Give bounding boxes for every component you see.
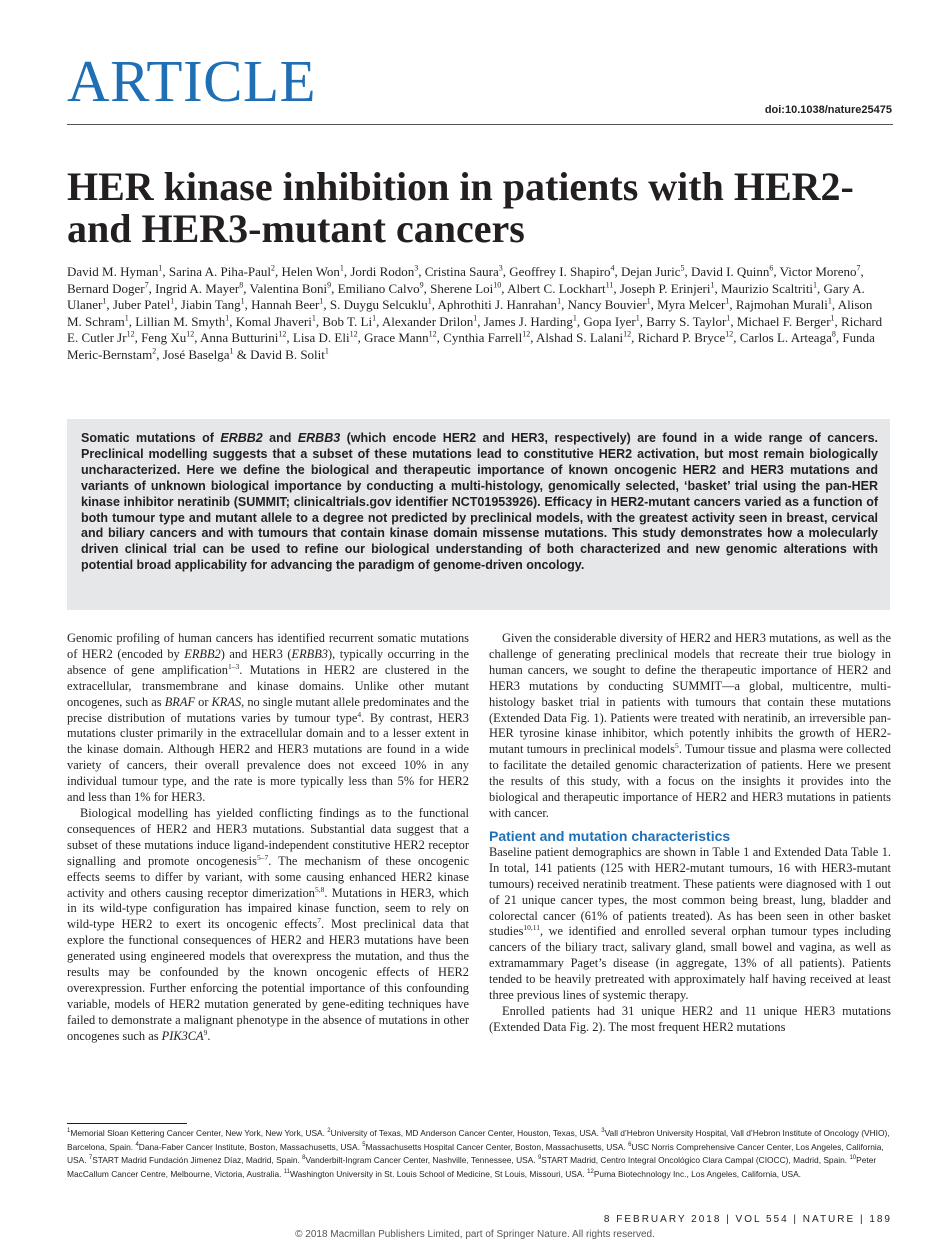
citation-ref: 4 [357,709,362,719]
author-name: Sherene Loi [430,280,494,296]
body-paragraph [67,806,469,1045]
author-affiliation: 4 [610,263,615,273]
abstract-run: ERBB3 [297,431,341,445]
citation-ref: 1 [67,1128,71,1135]
author-affiliation: 1 [339,263,344,273]
author-name: Albert C. Lockhart [507,280,606,296]
author-affiliation: 12 [186,330,195,340]
author-name: Richard E. Cutler Jr [67,313,883,346]
author-affiliation: 1 [646,296,651,306]
author-name: S. Duygu Selcuklu [329,297,428,313]
author-name: David M. Hyman [67,264,159,279]
author-affiliation: 1 [710,280,715,290]
author-name: Helen Won [281,264,340,279]
author-affiliation: 7 [144,280,149,290]
citation-ref: 7 [88,1155,93,1162]
author-name: Bob T. Li [322,313,373,329]
author-name: Aphrothiti J. Hanrahan [437,297,558,313]
author-name: Victor Moreno [779,264,857,279]
author-affiliation: 1 [372,313,377,323]
footnote-run: START Madrid Fundación Jimenez Díaz, Madrid, Spain. [92,1155,303,1165]
author-affiliation: 1 [311,313,316,323]
author-name: Geoffrey I. Shapiro [509,264,611,279]
author-affiliation: 11 [605,280,614,290]
author-name: Komal Jhaveri [235,313,312,329]
author-affiliation: 1 [102,296,107,306]
text-run: ERBB3 [291,646,328,661]
citation-ref: 7 [317,916,321,926]
text-run: ) and HER3 ( [220,646,292,661]
author-affiliation: 1 [473,313,478,323]
text-run: . Mutations in HER3, which in its wild-type configuration has impaired kinase function, seem to rely on wild-type HER2 to exert its oncogenic effects [67,885,470,932]
text-run: Genomic profiling of human cancers has identified recurrent somatic mutations of HER2 (encoded by [67,631,469,661]
author-name: Funda Meric-Bernstam [67,330,875,362]
author-name: Carlos L. Arteaga [739,330,832,346]
author-affiliation: 1 [827,296,832,306]
author-affiliation: 12 [126,330,135,340]
header-divider [67,124,893,125]
author-affiliation: 1 [830,313,835,323]
abstract-run: (which encode HER2 and HER3, respectively) are found in a wide range of cancers. Preclinical modelling suggests that a subset of these mutations lead to constitutive HER2 activation, but most remain biologically uncharacterized. Here we define the biological and therapeutic importance of known oncogenic HER2 and HER3 mutations and variants of unknown biological importance by conducting a multi-histology, genomically selected, ‘basket’ trial using the pan-HER kinase inhibitor neratinib (SUMMIT; clinicaltrials.gov identifier NCT01953926). Efficacy in HER2-mutant cancers varied as a function of both tumour type and mutant allele to a degree not predicted by preclinical models, with the greatest activity seen in breast, cervical and biliary cancers and with tumours that contain kinase domain missense mutations. This study demonstrates how a molecularly driven clinical trial can be used to refine our biological understanding of both characterized and new genomic alterations with potential broad applicability for advancing the paradigm of genome-driven oncology. [81,431,878,573]
citation-ref: 11 [283,1168,290,1175]
body-paragraph [489,1004,891,1036]
author-name: Rajmohan Murali [735,297,828,313]
author-name: Hannah Beer [251,297,320,313]
citation-ref: 5 [675,741,679,751]
text-run: ), typically occurring in the absence of gene amplification [67,646,469,677]
author-affiliation: 1 [813,280,818,290]
abstract-text [81,431,878,574]
text-run: . [207,1028,211,1043]
author-affiliation: 6 [769,263,774,273]
text-run: PIK3CA [161,1028,204,1043]
author-name: Dejan Juric [620,264,681,279]
text-run: . Tumour tissue and plasma were collected to facilitate the detailed genomic characterization of patients. Here we present the results of this study, with a focus on the insights it provides into the biological and therapeutic importance of HER2 and HER3 mutations in patients with cancer. [489,742,891,820]
text-run: KRAS [211,694,242,709]
body-paragraph [67,631,469,806]
abstract-run: Somatic mutations of [81,431,221,445]
author-affiliation: 1 [319,296,324,306]
author-affiliation: 3 [414,263,419,273]
author-name: James J. Harding [483,313,573,329]
abstract-run: and [262,431,298,445]
author-affiliation: 5 [680,263,685,273]
author-affiliation: 1 [726,313,731,323]
citation-ref: 2 [327,1128,331,1135]
paper-title: HER kinase inhibition in patients with HER2- and HER3-mutant cancers [67,164,854,251]
author-name: Gary A. Ulaner [67,280,865,313]
text-run: Biological modelling has yielded conflicting findings as to the functional consequences of HER2 and HER3 mutations. Substantial data suggest that a subset of these mutations induce ligand-independent constitutive HER2 receptor signalling and promote oncogenesis [67,805,469,868]
author-name: Valentina Boni [249,280,328,296]
author-affiliation: 1 [557,296,562,306]
author-name: Lisa D. Eli [292,330,350,346]
footnote-divider [67,1123,187,1124]
footnote-run: Vanderbilt-Ingram Cancer Center, Nashville, Tennessee, USA. [305,1155,538,1165]
author-affiliation: 12 [623,330,632,340]
article-type-label: ARTICLE [67,48,317,114]
text-run: ERBB2 [184,646,221,661]
author-affiliation: 12 [428,330,437,340]
citation-ref: 5–7 [256,852,269,862]
author-name: Feng Xu [141,330,187,346]
section-body [489,845,891,1036]
author-affiliation: 1 [635,313,640,323]
text-run: Enrolled patients had 31 unique HER2 and 11 unique HER3 mutations (Extended Data Fig. 2). The most frequent HER2 mutations [489,1003,891,1034]
author-affiliation: 7 [856,263,861,273]
author-name: Joseph P. Erinjeri [619,280,711,296]
author-name: Cristina Saura [424,264,499,279]
text-run: , no single mutant allele predominates and the precise distribution of mutations varies by tumour type [67,694,469,725]
author-affiliation: 8 [831,330,836,340]
author-name: Alexander Drilon [381,313,474,329]
footnote-run: University of Texas, MD Anderson Cancer Center, Houston, Texas, USA. [330,1128,602,1138]
author-name: Maurizio Scaltriti [720,280,814,296]
author-affiliation: 1 [572,313,577,323]
text-run: Given the considerable diversity of HER2 and HER3 mutations, as well as the challenge of generating preclinical models that recreate their true biology in human cancers, we sought to define the therapeutic importance of HER2 and HER3 mutations by conducting SUMMIT—a global, multicentre, multi-histology basket trial in patients with tumours that contain these mutations (Extended Data Fig. 1). Patients were treated with neratinib, an irreversible pan-HER tyrosine kinase inhibitor, which potently inhibits the growth of HER2-mutant tumours in preclinical models [489,631,891,757]
author-name: Jiabin Tang [180,297,241,313]
author-affiliation: 8 [239,280,244,290]
author-name: José Baselga [162,346,230,362]
author-name: Gopa Iyer [583,313,636,329]
author-name: David B. Solit [250,346,325,362]
citation-ref: 4 [135,1141,139,1148]
footnote-run: Vall d’Hebron University Hospital, Vall d’Hebron Institute of Oncology (VHIO), Barcelona, Spain. [67,1128,890,1152]
author-affiliation: 1 [225,313,230,323]
author-name: Lillian M. Smyth [135,313,226,329]
body-paragraph [489,631,891,822]
citation-ref: 12 [587,1168,594,1175]
abstract-run: ERBB2 [220,431,263,445]
text-run: . The mechanism of these oncogenic effects seems to differ by variant, with some causing enhanced HER2 kinase activity and others causing receptor dimerization [67,853,469,900]
author-affiliation: 12 [278,330,287,340]
author-name: Cynthia Farrell [443,330,523,346]
author-affiliation: 1 [324,346,329,356]
author-affiliation: 1 [240,296,245,306]
footnote-run: Dana-Faber Cancer Institute, Boston, Massachusetts, USA. [138,1141,363,1152]
author-name: Alison M. Schram [67,297,873,329]
author-affiliation: 1 [229,346,234,356]
author-name: Myra Melcer [657,297,726,313]
author-affiliation: 1 [158,263,163,273]
text-run: Baseline patient demographics are shown in Table 1 and Extended Data Table 1. In total, 141 patients (125 with HER2-mutant tumours, 16 with HER3-mutant tumours) received neratinib treatment. These patients were diagnosed with 1 out of 21 unique cancer types, the most common being breast, lung, bladder and colorectal cancer (61% of patients treated). As has been seen in other basket studies [489,844,891,939]
citation-ref: 1–3 [227,661,240,671]
author-name: Emiliano Calvo [337,280,420,296]
citation-ref: 10,11 [523,923,541,933]
section-heading: Patient and mutation characteristics [489,827,731,844]
citation-ref: 3 [601,1128,605,1135]
author-affiliation: 2 [152,346,157,356]
author-name: Alshad S. Lalani [536,330,624,346]
author-name: Nancy Bouvier [567,297,647,313]
author-name: Barry S. Taylor [646,313,727,329]
footnote-run: Peter MacCallum Cancer Centre, Melbourne, Victoria, Australia. [67,1155,877,1179]
author-name: Jordi Rodon [350,264,415,279]
affiliation-footnotes [67,1127,897,1181]
footnote-run: Memorial Sloan Kettering Cancer Center, New York, New York, USA. [70,1128,328,1138]
journal-page-line: 8 FEBRUARY 2018 | VOL 554 | NATURE | 189 [603,1214,892,1225]
text-run: , we identified and enrolled several orphan tumour types including cancers of the biliary tract, salivary gland, small bowel and vagina, as well as extramammary Paget’s disease (in aggregate, 13% of all patients). Patients tended to be heavily pretreated with approximately half having received at least three previous lines of systemic therapy. [489,924,891,1003]
author-affiliation: 3 [498,263,503,273]
author-affiliation: 1 [124,313,129,323]
author-affiliation: 1 [725,296,730,306]
doi-label[interactable]: doi:10.1038/nature25475 [764,104,892,116]
footnote-run: USC Norris Comprehensive Cancer Center, Los Angeles, California, USA. [67,1141,884,1165]
footnote-run: Washington University in St. Louis School of Medicine, St Louis, Missouri, USA. [290,1168,588,1179]
footnote-run: Puma Biotechnology Inc., Los Angeles, California, USA. [593,1168,801,1179]
author-affiliation: 9 [327,280,332,290]
author-name: Michael F. Berger [736,313,831,329]
copyright-notice: © 2018 Macmillan Publishers Limited, part of Springer Nature. All rights reserved. [295,1229,655,1240]
author-affiliation: 12 [349,330,358,340]
text-run: BRAF [164,694,196,709]
text-run: . By contrast, HER3 mutations cluster primarily in the extracellular domain and to a lesser extent in the kinase domain. Although HER2 and HER3 mutations are found in a wide variety of cancers, their overall prevalence does not exceed 10% in any individual tumour type, and the rate is more typically less than 5% for HER2 and less than 1% for HER3. [67,710,469,805]
author-name: Ingrid A. Mayer [155,280,240,296]
footnote-run: START Madrid, Centro Integral Oncológico Clara Campal (CIOCC), Madrid, Spain. [541,1155,850,1165]
intro-continuation [489,631,891,822]
citation-ref: 6 [628,1141,632,1148]
body-column-right [489,631,891,1036]
author-affiliation: 1 [170,296,175,306]
body-paragraph [489,845,891,1004]
body-column-left [67,631,469,1045]
author-name: Richard P. Bryce [637,330,726,346]
text-run: . Most preclinical data that explore the functional consequences of HER2 and HER3 mutations have been generated using engineered models that overexpress the mutation, and thus the results may be confounded by the known oncogenic effects of HER2 overexpression. Further enforcing the potential importance of this confounding variable, models of HER2 mutation generated by gene-editing techniques have failed to demonstrate a malignant phenotype in the absence of mutations in other oncogenes such as [67,917,469,1043]
author-affiliation: 12 [725,330,734,340]
author-name: Bernard Doger [67,280,145,296]
author-name: Juber Patel [112,297,171,313]
citation-ref: 5 [362,1141,366,1148]
text-run: . Mutations in HER2 are clustered in the extracellular, transmembrane and kinase domains. Unlike other mutant oncogenes, such as [67,662,469,709]
author-affiliation: 2 [271,263,276,273]
citation-ref: 9 [203,1027,208,1037]
author-name: Sarina A. Piha-Paul [168,264,272,279]
author-affiliation: 10 [493,280,502,290]
text-run: or [195,694,212,709]
citation-ref: 5,8 [315,884,325,894]
author-name: Grace Mann [364,330,429,346]
author-name: Anna Butturini [200,330,279,346]
citation-ref: 10 [849,1155,857,1162]
author-list: David M. Hyman$^1$, Sarina A. Piha-Paul$^2$, Helen Won$^1$, Jordi Rodon$^3$, Cristina Saura$^3$, Geoffrey I. Shapiro$^4$, Dejan Juric$^5$, David I. Quinn$^6$, Victor Moreno$^7$, Bernard Doger$^7$, Ingrid A. Mayer$^8$, Valentina Boni$^9$, Emiliano Calvo$^9$, Sherene Loi$^{10}$, Albert C. Lockhart$^{11}$, Joseph P. Erinjeri$^1$, Maurizio Scaltriti$^1$, Gary A. Ulaner$^1$, Juber Patel$^1$, Jiabin Tang$^1$, Hannah Beer$^1$, S. Duygu Selcuklu$^1$, Aphrothiti J. Hanrahan$^1$, Nancy Bouvier$^1$, Myra Melcer$^1$, Rajmohan Murali$^1$, Alison M. Schram$^1$, Lillian M. Smyth$^1$, Komal Jhaveri$^1$, Bob T. Li$^1$, Alexander Drilon$^1$, James J. Harding$^1$, Gopa Iyer$^1$, Barry S. Taylor$^1$, Michael F. Berger$^1$, Richard E. Cutler Jr$^{12}$, Feng Xu$^{12}$, Anna Butturini$^{12}$, Lisa D. Eli$^{12}$, Grace Mann$^{12}$, Cynthia Farrell$^{12}$, Alshad S. Lalani$^{12}$, Richard P. Bryce$^{12}$, Carlos L. Arteaga$^8$, Funda Meric-Bernstam$^2$, José Baselga$^1$ & David B. Solit$^1$ [67,263,883,362]
footnote-run: Massachusetts Hospital Cancer Center, Boston, Massachusetts, USA. [365,1141,629,1152]
author-affiliation: 12 [522,330,531,340]
citation-ref: 9 [537,1155,542,1162]
author-affiliation: 1 [427,296,432,306]
author-name: David I. Quinn [691,264,770,279]
author-affiliation: 9 [419,280,424,290]
citation-ref: 8 [302,1155,306,1162]
